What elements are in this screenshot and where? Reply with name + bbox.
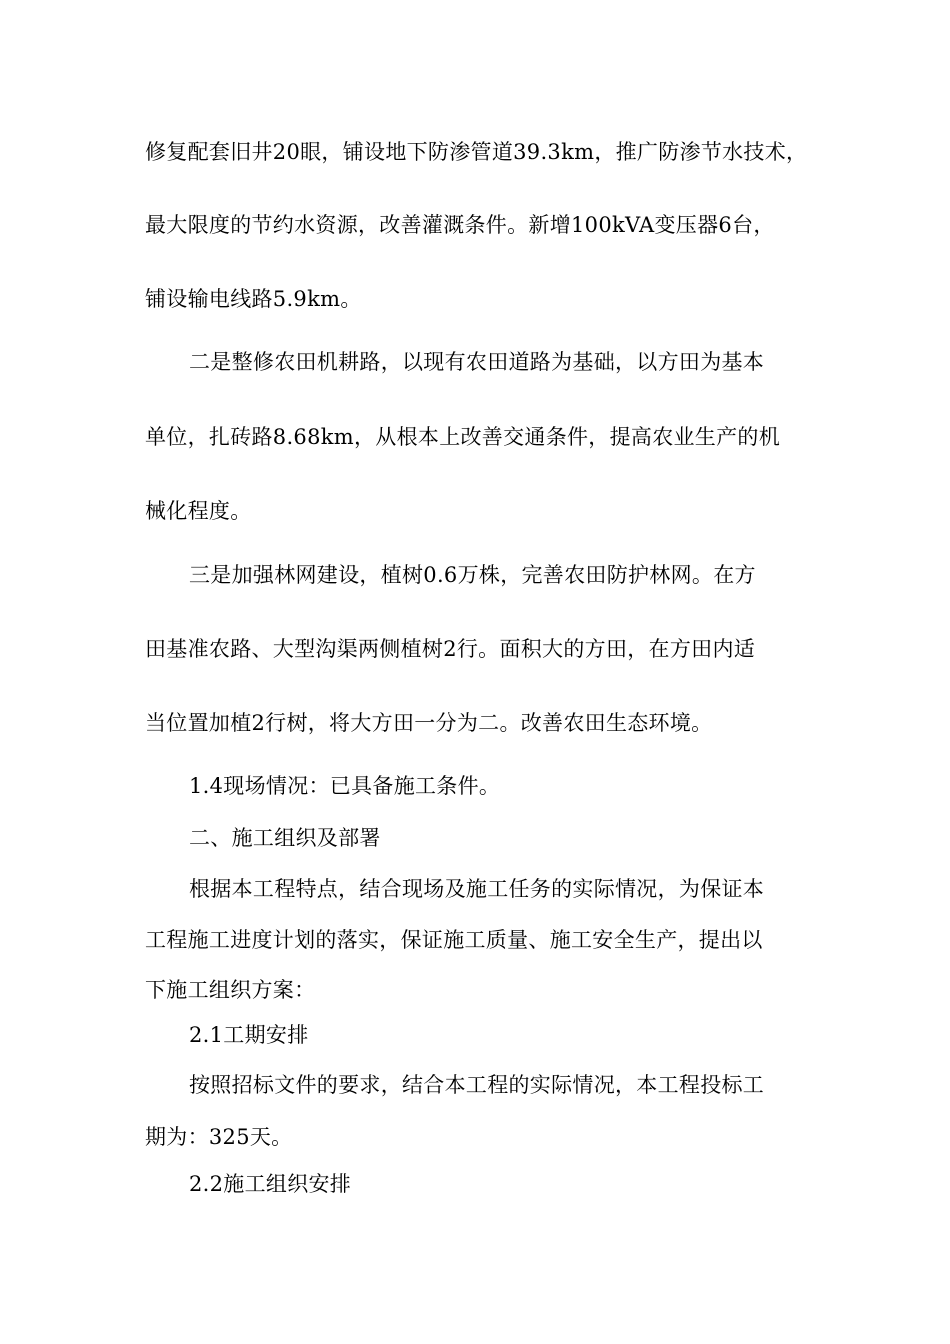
subsection-heading: 2.2施工组织安排 — [189, 1172, 352, 1196]
paragraph-line: 根据本工程特点，结合现场及施工任务的实际情况，为保证本 — [189, 877, 765, 901]
paragraph-line: 单位，扎砖路8.68km，从根本上改善交通条件，提高农业生产的机 — [145, 425, 780, 449]
paragraph-line: 二是整修农田机耕路，以现有农田道路为基础，以方田为基本 — [189, 350, 765, 374]
paragraph-line: 期为：325天。 — [145, 1125, 293, 1149]
paragraph-line: 械化程度。 — [145, 499, 252, 523]
paragraph-line: 当位置加植2行树，将大方田一分为二。改善农田生态环境。 — [145, 711, 713, 735]
paragraph-line: 三是加强林网建设，植树0.6万株，完善农田防护林网。在方 — [189, 563, 756, 587]
section-line: 1.4现场情况：已具备施工条件。 — [189, 774, 501, 798]
paragraph-line: 修复配套旧井20眼，铺设地下防渗管道39.3km，推广防渗节水技术， — [145, 140, 808, 164]
paragraph-line: 工程施工进度计划的落实，保证施工质量、施工安全生产，提出以 — [145, 928, 763, 952]
paragraph-line: 按照招标文件的要求，结合本工程的实际情况，本工程投标工 — [189, 1073, 765, 1097]
section-heading: 二、施工组织及部署 — [189, 826, 381, 850]
paragraph-line: 铺设输电线路5.9km。 — [145, 287, 362, 311]
paragraph-line: 田基准农路、大型沟渠两侧植树2行。面积大的方田，在方田内适 — [145, 637, 756, 661]
paragraph-line: 下施工组织方案： — [145, 978, 316, 1002]
subsection-heading: 2.1工期安排 — [189, 1023, 309, 1047]
paragraph-line: 最大限度的节约水资源，改善灌溉条件。新增100kVA变压器6台， — [145, 213, 775, 237]
